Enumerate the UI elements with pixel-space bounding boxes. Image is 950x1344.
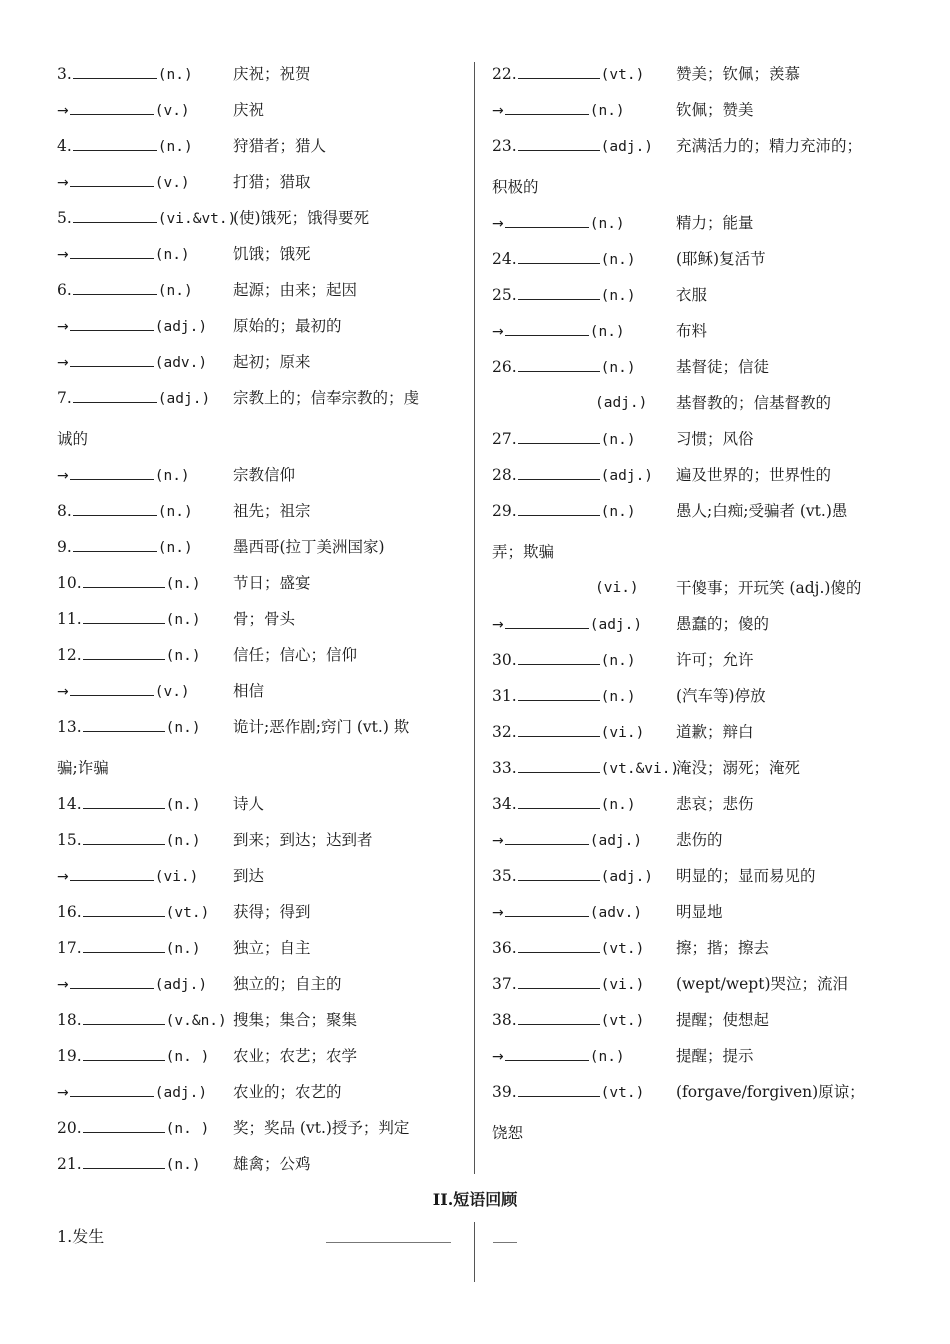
part-of-speech: (v.): [154, 684, 190, 700]
part-of-speech: (vi.): [600, 725, 645, 741]
vocab-row: [492, 134, 902, 158]
meaning-text: 到来；到达；达到者: [233, 831, 373, 849]
answer-blank[interactable]: [73, 279, 157, 295]
meaning-text: 狩猎者；猎人: [233, 137, 327, 155]
part-of-speech: (n.): [165, 941, 201, 957]
part-of-speech: (n.): [600, 288, 636, 304]
item-number: 21.: [57, 1155, 82, 1173]
meaning-text: 明显的；显而易见的: [676, 867, 816, 885]
vocab-row: [57, 242, 467, 266]
vocab-row: [57, 1152, 467, 1176]
vocab-row: [492, 319, 902, 343]
meaning-text: 骨；骨头: [233, 610, 296, 628]
meaning-text: 庆祝: [233, 101, 265, 119]
answer-blank[interactable]: [518, 973, 600, 989]
item-number: 34.: [492, 795, 517, 813]
vocab-row: [492, 391, 902, 415]
answer-blank[interactable]: [518, 649, 600, 665]
part-of-speech: (n.): [600, 797, 636, 813]
meaning-text: 许可；允许: [676, 651, 754, 669]
meaning-text: 信任；信心；信仰: [233, 646, 358, 664]
meaning-text: 祖先；祖宗: [233, 502, 311, 520]
answer-blank[interactable]: [70, 680, 154, 696]
answer-blank[interactable]: [505, 1045, 589, 1061]
answer-blank[interactable]: [518, 135, 600, 151]
part-of-speech: (vi.): [595, 580, 639, 596]
part-of-speech: (vt.): [600, 1013, 645, 1029]
vocab-row: [492, 98, 902, 122]
answer-blank[interactable]: [83, 1117, 165, 1133]
meaning-text: 雄禽；公鸡: [233, 1155, 311, 1173]
part-of-speech: (v.): [154, 103, 190, 119]
vocab-row: [57, 792, 467, 816]
derivation-arrow-icon: →: [492, 833, 504, 849]
vocab-row: [492, 427, 902, 451]
item-number: 18.: [57, 1011, 82, 1029]
part-of-speech: (vt.): [600, 941, 645, 957]
vocab-row: [492, 900, 902, 924]
meaning-text: 擦；揩；擦去: [676, 939, 770, 957]
meaning-text: 诗人: [233, 795, 265, 813]
part-of-speech: (n.): [600, 432, 636, 448]
vocab-row: [492, 1080, 902, 1104]
item-number: 24.: [492, 250, 517, 268]
meaning-text: 布料: [676, 322, 708, 340]
meaning-text: 干傻事；开玩笑 (adj.)傻的: [676, 579, 862, 597]
part-of-speech: (n.): [165, 576, 201, 592]
phrase-item: [57, 1224, 104, 1247]
vocab-row: [492, 211, 902, 235]
part-of-speech: (vi.&vt.): [157, 211, 237, 227]
part-of-speech: (vi.): [600, 977, 645, 993]
meaning-text: 原始的；最初的: [233, 317, 342, 335]
item-number: 11.: [57, 610, 82, 628]
derivation-arrow-icon: →: [57, 247, 69, 263]
vocab-row: [57, 386, 467, 410]
part-of-speech: (n.): [157, 540, 193, 556]
item-number: 28.: [492, 466, 517, 484]
part-of-speech: (n.): [600, 360, 636, 376]
answer-blank[interactable]: [518, 865, 600, 881]
item-number: 38.: [492, 1011, 517, 1029]
answer-blank[interactable]: [83, 901, 165, 917]
answer-blank[interactable]: [83, 793, 165, 809]
meaning-continuation: 弄；欺骗: [492, 543, 555, 561]
meaning-text: 基督徒；信徒: [676, 358, 770, 376]
item-number: 17.: [57, 939, 82, 957]
vocab-row: [57, 972, 467, 996]
item-number: 22.: [492, 65, 517, 83]
meaning-text: 淹没；溺死；淹死: [676, 759, 801, 777]
answer-blank[interactable]: [518, 63, 600, 79]
vocab-row: [492, 1044, 902, 1068]
part-of-speech: (n.): [157, 283, 193, 299]
derivation-arrow-icon: →: [57, 977, 69, 993]
item-number: 12.: [57, 646, 82, 664]
meaning-text: 获得；得到: [233, 903, 311, 921]
part-of-speech: (n.): [600, 252, 636, 268]
answer-blank[interactable]: [505, 320, 589, 336]
item-number: 3.: [57, 65, 72, 83]
vocab-row: [492, 684, 902, 708]
meaning-text: 明显地: [676, 903, 723, 921]
vocab-row: [492, 756, 902, 780]
meaning-text: (wept/wept)哭泣；流泪: [676, 975, 848, 993]
derivation-arrow-icon: →: [57, 1085, 69, 1101]
part-of-speech: (n.): [165, 720, 201, 736]
part-of-speech: (n.): [589, 103, 625, 119]
part-of-speech: (v.&n.): [165, 1013, 227, 1029]
answer-blank[interactable]: [83, 829, 165, 845]
part-of-speech: (n.): [600, 504, 636, 520]
vocab-row: [492, 1008, 902, 1032]
meaning-text: (forgave/forgiven)原谅；: [676, 1083, 865, 1101]
meaning-text: (汽车等)停放: [676, 687, 766, 705]
answer-blank[interactable]: [518, 937, 600, 953]
item-number: 29.: [492, 502, 517, 520]
item-number: 9.: [57, 538, 72, 556]
part-of-speech: (adv.): [589, 905, 643, 921]
part-of-speech: (n.): [157, 504, 193, 520]
part-of-speech: (adj.): [600, 869, 654, 885]
answer-blank[interactable]: [505, 212, 589, 228]
answer-blank[interactable]: [518, 500, 600, 516]
answer-blank[interactable]: [73, 536, 157, 552]
answer-blank[interactable]: [70, 171, 154, 187]
meaning-text: 提醒；提示: [676, 1047, 754, 1065]
part-of-speech: (v.): [154, 175, 190, 191]
derivation-arrow-icon: →: [492, 324, 504, 340]
answer-blank[interactable]: [518, 428, 600, 444]
derivation-arrow-icon: →: [492, 905, 504, 921]
meaning-text: 愚蠢的；傻的: [676, 615, 770, 633]
meaning-continuation: 饶恕: [492, 1124, 524, 1142]
derivation-arrow-icon: →: [492, 617, 504, 633]
answer-blank[interactable]: [70, 243, 154, 259]
part-of-speech: (vt.): [165, 905, 210, 921]
meaning-text: 诡计;恶作剧;窍门 (vt.) 欺: [233, 718, 410, 736]
part-of-speech: (n.): [600, 689, 636, 705]
vocab-row: [57, 463, 467, 487]
answer-blank[interactable]: [73, 135, 157, 151]
part-of-speech: (n.): [165, 612, 201, 628]
item-number: 30.: [492, 651, 517, 669]
item-number: 32.: [492, 723, 517, 741]
item-number: 4.: [57, 137, 72, 155]
vocab-row: [57, 499, 467, 523]
meaning-text: 农业的；农艺的: [233, 1083, 342, 1101]
derivation-arrow-icon: →: [57, 684, 69, 700]
meaning-text: 起源；由来；起因: [233, 281, 358, 299]
vocab-row: [57, 62, 467, 86]
derivation-arrow-icon: →: [57, 319, 69, 335]
vocab-row: [492, 648, 902, 672]
vocab-row: [57, 1008, 467, 1032]
derivation-arrow-icon: →: [492, 1049, 504, 1065]
derivation-arrow-icon: →: [57, 869, 69, 885]
part-of-speech: (adj.): [157, 391, 211, 407]
vocab-row: [492, 463, 902, 487]
part-of-speech: (n. ): [165, 1121, 210, 1137]
vocab-row: [492, 576, 902, 600]
phrase-answer-blank[interactable]: [326, 1242, 451, 1243]
part-of-speech: (n.): [600, 653, 636, 669]
answer-blank[interactable]: [83, 716, 165, 732]
part-of-speech: (n.): [165, 1157, 201, 1173]
derivation-arrow-icon: →: [57, 103, 69, 119]
answer-blank[interactable]: [70, 315, 154, 331]
meaning-text: 习惯；风俗: [676, 430, 754, 448]
item-number: 23.: [492, 137, 517, 155]
meaning-text: 独立的；自主的: [233, 975, 342, 993]
item-number: 26.: [492, 358, 517, 376]
vocab-row: [57, 571, 467, 595]
answer-blank[interactable]: [83, 1009, 165, 1025]
item-number: 33.: [492, 759, 517, 777]
part-of-speech: (n.): [165, 833, 201, 849]
vocab-row: [57, 607, 467, 631]
meaning-text: 奖；奖品 (vt.)授予；判定: [233, 1119, 410, 1137]
column-divider: [474, 62, 475, 1174]
part-of-speech: (adv.): [154, 355, 208, 371]
vocab-row: [492, 864, 902, 888]
meaning-text: 精力；能量: [676, 214, 754, 232]
answer-blank[interactable]: [505, 99, 589, 115]
meaning-continuation: 骗;诈骗: [57, 759, 109, 777]
vocab-row: [492, 612, 902, 636]
answer-blank[interactable]: [505, 613, 589, 629]
vocab-row: [57, 206, 467, 230]
meaning-text: 搜集；集合；聚集: [233, 1011, 358, 1029]
meaning-text: 充满活力的；精力充沛的；: [676, 137, 863, 155]
part-of-speech: (adj.): [600, 139, 654, 155]
meaning-text: 到达: [233, 867, 265, 885]
answer-blank[interactable]: [518, 464, 600, 480]
answer-blank[interactable]: [70, 351, 154, 367]
meaning-text: 提醒；使想起: [676, 1011, 770, 1029]
meaning-text: 基督教的；信基督教的: [676, 394, 832, 412]
phrase-text: 发生: [72, 1227, 105, 1246]
meaning-text: 钦佩；赞美: [676, 101, 754, 119]
vocab-row: [492, 792, 902, 816]
part-of-speech: (n.): [157, 139, 193, 155]
meaning-text: 相信: [233, 682, 265, 700]
meaning-text: 独立；自主: [233, 939, 311, 957]
vocab-row: [492, 62, 902, 86]
answer-blank[interactable]: [83, 1045, 165, 1061]
vocab-row: [57, 715, 467, 739]
meaning-text: 起初；原来: [233, 353, 311, 371]
vocab-row: [57, 1116, 467, 1140]
vocab-row: [57, 679, 467, 703]
meaning-text: 庆祝；祝贺: [233, 65, 311, 83]
item-number: 13.: [57, 718, 82, 736]
answer-blank[interactable]: [505, 829, 589, 845]
part-of-speech: (n.): [589, 324, 625, 340]
part-of-speech: (adj.): [589, 833, 643, 849]
part-of-speech: (vi.): [154, 869, 199, 885]
part-of-speech: (n.): [589, 1049, 625, 1065]
answer-blank[interactable]: [518, 1009, 600, 1025]
meaning-continuation: 诚的: [57, 430, 89, 448]
item-number: 10.: [57, 574, 82, 592]
vocab-row: [492, 247, 902, 271]
meaning-text: (使)饿死；饿得要死: [233, 209, 370, 227]
item-number: 14.: [57, 795, 82, 813]
item-number: 19.: [57, 1047, 82, 1065]
answer-blank[interactable]: [518, 721, 600, 737]
answer-blank[interactable]: [70, 99, 154, 115]
vocab-row: [57, 900, 467, 924]
item-number: 20.: [57, 1119, 82, 1137]
vocab-row: [57, 936, 467, 960]
item-number: 6.: [57, 281, 72, 299]
item-number: 27.: [492, 430, 517, 448]
vocab-row: [492, 283, 902, 307]
meaning-text: 宗教上的；信奉宗教的；虔: [233, 389, 420, 407]
answer-blank[interactable]: [83, 1153, 165, 1169]
item-number: 8.: [57, 502, 72, 520]
item-number: 16.: [57, 903, 82, 921]
part-of-speech: (n.): [154, 468, 190, 484]
meaning-text: 衣服: [676, 286, 708, 304]
derivation-arrow-icon: →: [492, 216, 504, 232]
answer-blank[interactable]: [518, 793, 600, 809]
answer-blank[interactable]: [518, 685, 600, 701]
answer-blank[interactable]: [70, 464, 154, 480]
part-of-speech: (vt.): [600, 67, 645, 83]
part-of-speech: (adj.): [154, 1085, 208, 1101]
part-of-speech: (n.): [165, 648, 201, 664]
answer-blank[interactable]: [70, 865, 154, 881]
part-of-speech: (n.): [154, 247, 190, 263]
item-number: 7.: [57, 389, 72, 407]
vocab-row: [57, 643, 467, 667]
part-of-speech: (adj.): [589, 617, 643, 633]
meaning-text: 节日；盛宴: [233, 574, 311, 592]
phrase-answer-blank-continued[interactable]: [493, 1242, 517, 1243]
meaning-text: 赞美；钦佩；羡慕: [676, 65, 801, 83]
item-number: 35.: [492, 867, 517, 885]
meaning-text: 打猎；猎取: [233, 173, 311, 191]
vocab-row: [492, 828, 902, 852]
answer-blank[interactable]: [70, 1081, 154, 1097]
answer-blank[interactable]: [518, 1081, 600, 1097]
meaning-text: 悲哀；悲伤: [676, 795, 754, 813]
vocab-row: [492, 972, 902, 996]
vocab-row: [57, 535, 467, 559]
vocab-row: [57, 314, 467, 338]
vocab-row: [57, 134, 467, 158]
part-of-speech: (n. ): [165, 1049, 210, 1065]
meaning-text: 道歉；辩白: [676, 723, 754, 741]
part-of-speech: (n.): [165, 797, 201, 813]
meaning-text: 悲伤的: [676, 831, 723, 849]
item-number: 36.: [492, 939, 517, 957]
part-of-speech: (n.): [589, 216, 625, 232]
answer-blank[interactable]: [518, 356, 600, 372]
part-of-speech: (adj.): [600, 468, 654, 484]
vocab-row: [492, 499, 902, 523]
answer-blank[interactable]: [518, 757, 600, 773]
answer-blank[interactable]: [518, 248, 600, 264]
answer-blank[interactable]: [70, 973, 154, 989]
answer-blank[interactable]: [518, 284, 600, 300]
meaning-text: 墨西哥(拉丁美洲国家): [233, 538, 385, 556]
vocab-row: [57, 350, 467, 374]
item-number: 15.: [57, 831, 82, 849]
answer-blank[interactable]: [73, 207, 157, 223]
answer-blank[interactable]: [83, 608, 165, 624]
answer-blank[interactable]: [83, 644, 165, 660]
vocab-row: [57, 1080, 467, 1104]
vocab-row: [57, 170, 467, 194]
meaning-text: 宗教信仰: [233, 466, 296, 484]
item-number: 39.: [492, 1083, 517, 1101]
meaning-text: (耶稣)复活节: [676, 250, 766, 268]
item-number: 5.: [57, 209, 72, 227]
meaning-continuation: 积极的: [492, 178, 539, 196]
vocab-row: [57, 828, 467, 852]
derivation-arrow-icon: →: [57, 175, 69, 191]
derivation-arrow-icon: →: [492, 103, 504, 119]
vocab-row: [57, 864, 467, 888]
meaning-text: 愚人;白痴;受骗者 (vt.)愚: [676, 502, 848, 520]
answer-blank[interactable]: [73, 500, 157, 516]
meaning-text: 遍及世界的；世界性的: [676, 466, 832, 484]
answer-blank[interactable]: [83, 572, 165, 588]
answer-blank[interactable]: [73, 387, 157, 403]
answer-blank[interactable]: [73, 63, 157, 79]
part-of-speech: (vt.): [600, 1085, 645, 1101]
derivation-arrow-icon: →: [57, 355, 69, 371]
vocab-row: [57, 98, 467, 122]
vocab-row: [492, 720, 902, 744]
part-of-speech: (adj.): [154, 977, 208, 993]
column-divider-bottom: [474, 1222, 475, 1282]
meaning-text: 农业；农艺；农学: [233, 1047, 358, 1065]
vocab-row: [57, 278, 467, 302]
item-number: 25.: [492, 286, 517, 304]
part-of-speech: (vt.&vi.): [600, 761, 680, 777]
vocab-row: [492, 936, 902, 960]
phrase-number: 1.: [57, 1227, 73, 1246]
part-of-speech: (n.): [157, 67, 193, 83]
part-of-speech: (adj.): [595, 395, 648, 411]
answer-blank[interactable]: [505, 901, 589, 917]
meaning-text: 饥饿；饿死: [233, 245, 311, 263]
section-title: II.短语回顾: [432, 1190, 518, 1209]
item-number: 31.: [492, 687, 517, 705]
part-of-speech: (adj.): [154, 319, 208, 335]
answer-blank[interactable]: [83, 937, 165, 953]
vocab-row: [492, 355, 902, 379]
vocab-row: [57, 1044, 467, 1068]
item-number: 37.: [492, 975, 517, 993]
derivation-arrow-icon: →: [57, 468, 69, 484]
